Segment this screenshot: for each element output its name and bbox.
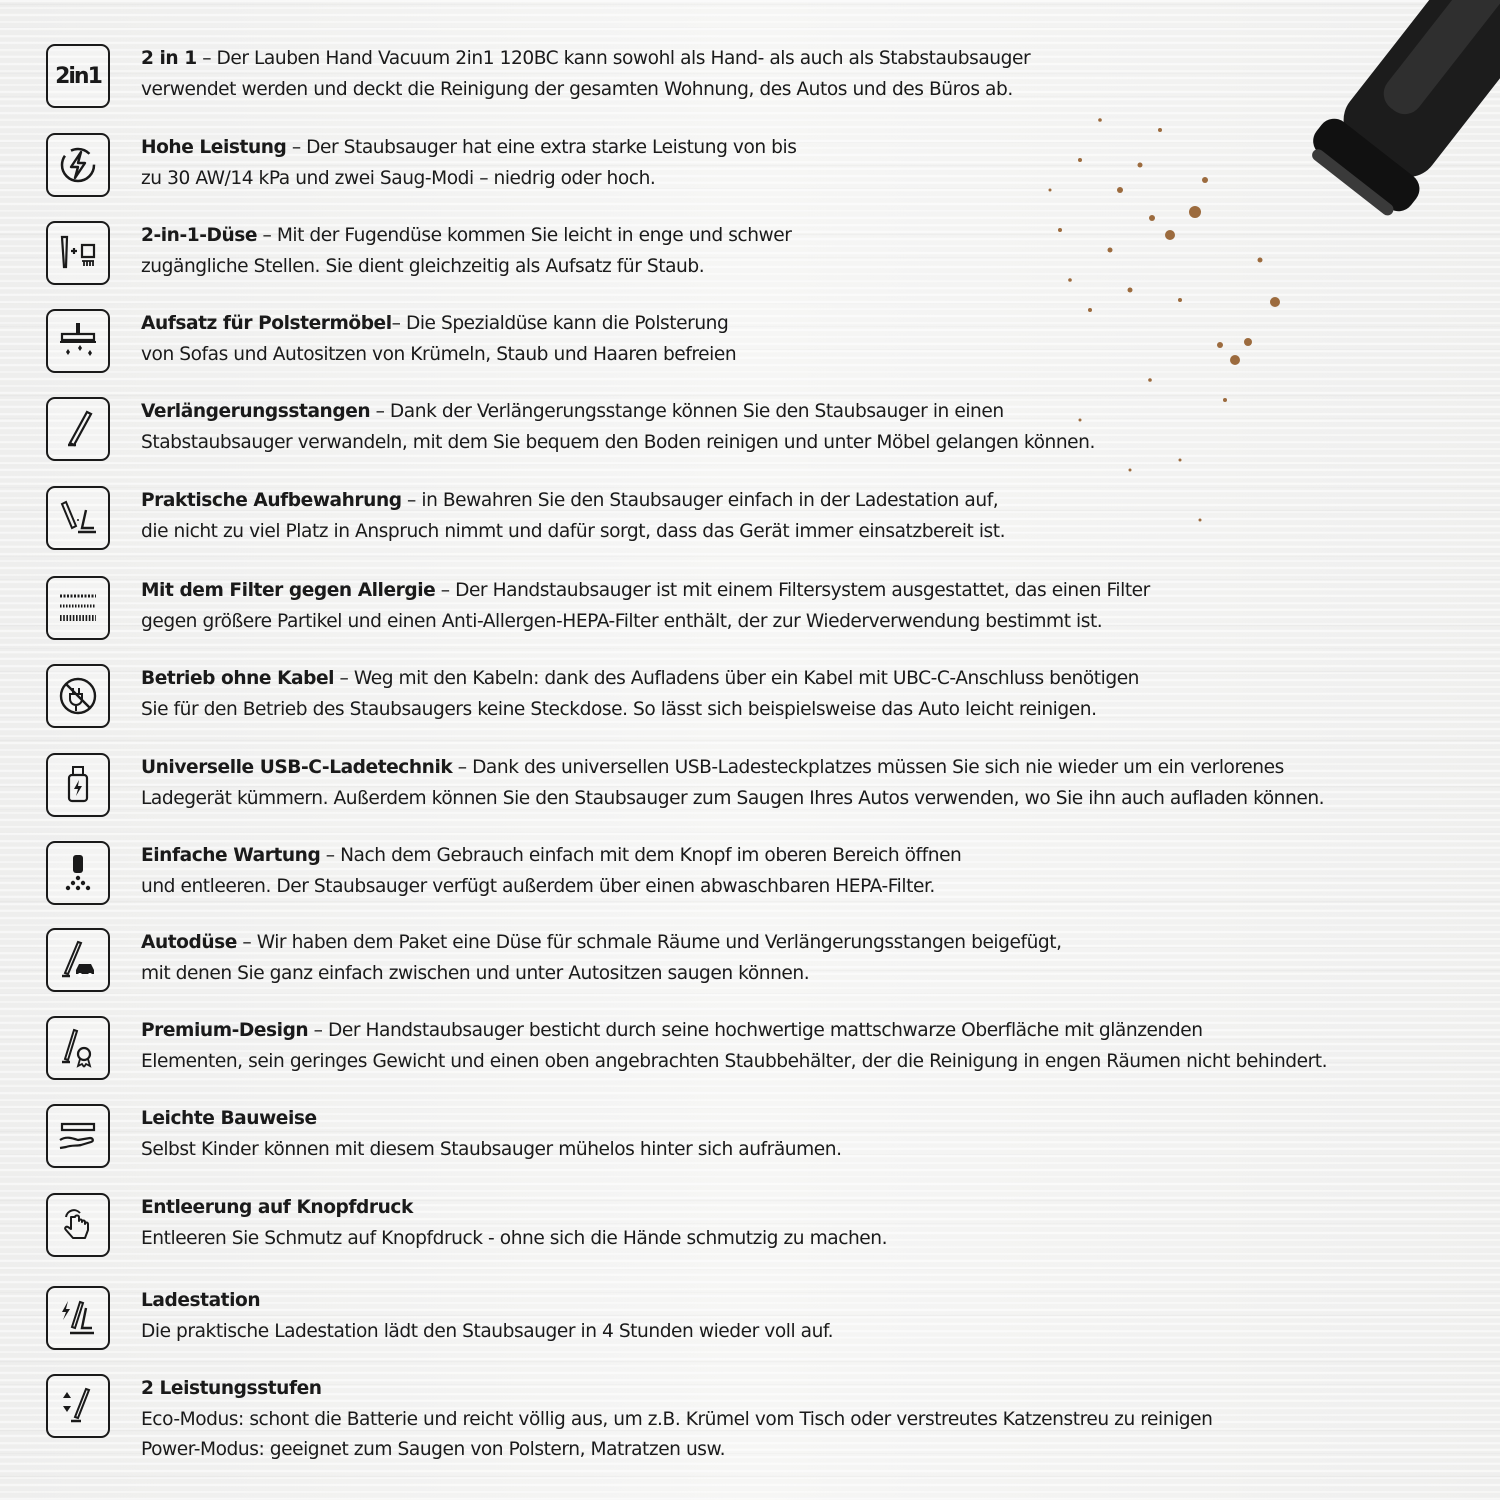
power-levels-icon <box>46 1374 110 1438</box>
charging-station-icon <box>46 1286 110 1350</box>
feature-title: Hohe Leistung <box>141 137 287 158</box>
car-nozzle-icon <box>46 928 110 992</box>
feature-text: die nicht zu viel Platz in Anspruch nimmt und dafür sorgt, dass das Gerät immer einsatzbereit ist. <box>141 520 1006 542</box>
lightweight-hand-icon <box>46 1104 110 1168</box>
feature-text: gegen größere Partikel und einen Anti-Allergen-HEPA-Filter enthält, der zur Wiederverwendung bestimmt ist. <box>141 610 1103 632</box>
usb-charge-icon <box>46 753 110 817</box>
upholstery-nozzle-icon <box>46 309 110 373</box>
2in1-icon-label: 2in1 <box>55 63 101 89</box>
feature-title: Betrieb ohne Kabel <box>141 668 335 689</box>
feature-text: zu 30 AW/14 kPa und zwei Saug-Modi – niedrig oder hoch. <box>141 167 656 189</box>
feature-text: – Der Handstaubsauger ist mit einem Filtersystem ausgestattet, das einen Filter <box>435 580 1150 601</box>
feature-text: Power-Modus: geeignet zum Saugen von Polstern, Matratzen usw. <box>141 1439 726 1460</box>
feature-text: – Der Lauben Hand Vacuum 2in1 120BC kann sowohl als Hand- als auch als Stabstaubsauger <box>196 48 1031 69</box>
filter-icon <box>46 576 110 640</box>
storage-stand-icon <box>46 486 110 550</box>
power-bolt-icon <box>46 133 110 197</box>
feature-title: 2 in 1 <box>141 48 197 69</box>
2in1-icon <box>46 44 110 108</box>
feature-text: und entleeren. Der Staubsauger verfügt außerdem über einen abwaschbaren HEPA-Filter. <box>141 875 935 897</box>
feature-text: Sie für den Betrieb des Staubsaugers keine Steckdose. So lässt sich beispielsweise das Auto leicht reinigen. <box>141 698 1097 720</box>
easy-maintenance-icon <box>46 841 110 905</box>
feature-text: – Dank der Verlängerungsstange können Sie den Staubsauger in einen <box>370 401 1004 422</box>
feature-title: Praktische Aufbewahrung <box>141 490 402 511</box>
feature-text: – Wir haben dem Paket eine Düse für schmale Räume und Verlängerungsstangen beigefügt, <box>236 932 1062 953</box>
feature-title: Ladestation <box>141 1290 261 1311</box>
feature-text: Ladegerät kümmern. Außerdem können Sie den Staubsauger zum Saugen Ihres Autos verwenden, wo Sie ihn auch aufladen können. <box>141 787 1325 809</box>
feature-text: Eco-Modus: schont die Batterie und reicht völlig aus, um z.B. Krümel vom Tisch oder verstreutes Katzenstreu zu reinigen <box>141 1408 1213 1430</box>
feature-text: – Die Spezialdüse kann die Polsterung <box>391 313 729 334</box>
feature-text: Elementen, sein geringes Gewicht und einen oben angebrachten Staubbehälter, der die Reinigung in engen Räumen nicht behindert. <box>141 1050 1328 1072</box>
feature-text: Die praktische Ladestation lädt den Staubsauger in 4 Stunden wieder voll auf. <box>141 1320 834 1342</box>
feature-text: – Der Staubsauger hat eine extra starke Leistung von bis <box>286 137 797 158</box>
feature-title: Mit dem Filter gegen Allergie <box>141 580 436 601</box>
feature-title: Universelle USB-C-Ladetechnik <box>141 757 453 778</box>
feature-text: – Dank des universellen USB-Ladesteckplatzes müssen Sie sich nie wieder um ein verlorenes <box>452 757 1284 778</box>
extension-tube-icon <box>46 397 110 461</box>
feature-text: – Nach dem Gebrauch einfach mit dem Knopf im oberen Bereich öffnen <box>320 845 962 866</box>
feature-title: 2-in-1-Düse <box>141 225 258 246</box>
feature-text: zugängliche Stellen. Sie dient gleichzeitig als Aufsatz für Staub. <box>141 255 705 277</box>
feature-title: Einfache Wartung <box>141 845 321 866</box>
feature-text: – in Bewahren Sie den Staubsauger einfach in der Ladestation auf, <box>401 490 999 511</box>
feature-text: mit denen Sie ganz einfach zwischen und unter Autositzen saugen können. <box>141 962 810 984</box>
feature-text: von Sofas und Autositzen von Krümeln, Staub und Haaren befreien <box>141 343 737 365</box>
feature-title: Verlängerungsstangen <box>141 401 371 422</box>
nozzle-combo-icon <box>46 221 110 285</box>
feature-text: Entleeren Sie Schmutz auf Knopfdruck - ohne sich die Hände schmutzig zu machen. <box>141 1227 888 1249</box>
feature-text: – Mit der Fugendüse kommen Sie leicht in enge und schwer <box>257 225 792 246</box>
feature-title: Entleerung auf Knopfdruck <box>141 1197 413 1218</box>
no-cable-icon <box>46 664 110 728</box>
feature-title: Leichte Bauweise <box>141 1108 317 1129</box>
premium-design-icon <box>46 1016 110 1080</box>
feature-text: – Weg mit den Kabeln: dank des Aufladens über ein Kabel mit UBC-C-Anschluss benötigen <box>334 668 1140 689</box>
feature-title: Autodüse <box>141 932 237 953</box>
feature-text: verwendet werden und deckt die Reinigung der gesamten Wohnung, des Autos und des Büros ab. <box>141 78 1013 100</box>
feature-title: 2 Leistungsstufen <box>141 1378 322 1399</box>
push-button-icon <box>46 1193 110 1257</box>
feature-title: Premium-Design <box>141 1020 309 1041</box>
feature-text: Selbst Kinder können mit diesem Staubsauger mühelos hinter sich aufräumen. <box>141 1138 842 1160</box>
feature-text: – Der Handstaubsauger besticht durch seine hochwertige mattschwarze Oberfläche mit glänzenden <box>308 1020 1203 1041</box>
feature-title: Aufsatz für Polstermöbel <box>141 313 392 334</box>
feature-text: Stabstaubsauger verwandeln, mit dem Sie bequem den Boden reinigen und unter Möbel gelangen können. <box>141 431 1095 453</box>
